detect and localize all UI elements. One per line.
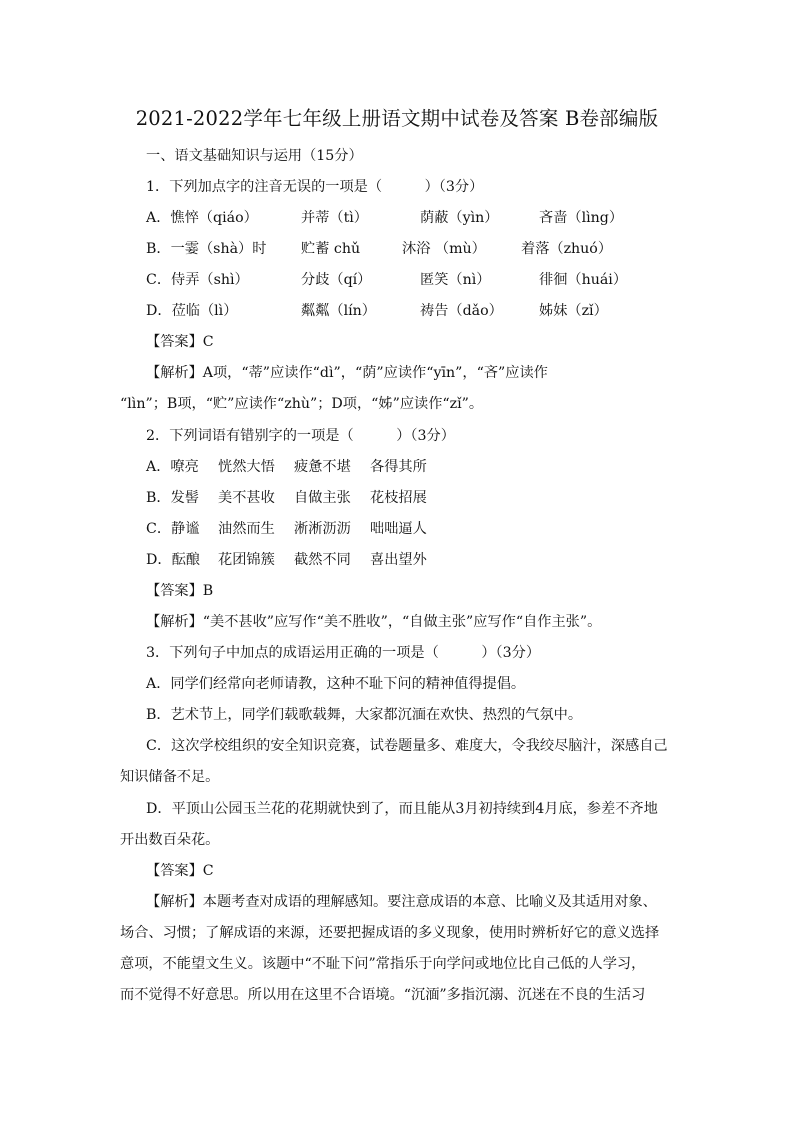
q2-option-b-4: 花枝招展 <box>370 490 427 506</box>
q1-option-a-1: A．憔悴（qiáo） <box>146 210 258 226</box>
q2-option-d-4: 喜出望外 <box>370 552 427 568</box>
q1-answer: 【答案】C <box>146 334 214 350</box>
q2-answer: 【答案】B <box>146 583 214 599</box>
q2-option-d-1: D．酝酿 <box>146 552 200 568</box>
q2-option-b-3: 自做主张 <box>294 490 351 506</box>
q2-option-d-2: 花团锦簇 <box>218 552 275 568</box>
q1-option-d-3: 祷告（dǎo） <box>420 303 503 319</box>
q2-option-c-1: C．静谧 <box>146 521 200 537</box>
q1-option-c-3: 匿笑（nì） <box>420 272 491 288</box>
q2-option-a-2: 恍然大悟 <box>218 459 275 475</box>
q3-option-a: A．同学们经常向老师请教，这种不耻下问的精神值得提倡。 <box>146 676 526 692</box>
q1-analysis-line-2: “lìn”；B项，“贮”应读作“zhù”；D项，“姊”应读作“zǐ”。 <box>120 396 484 412</box>
q3-analysis-line-4: 而不觉得不好意思。所以用在这里不合语境。“沉湎”多指沉溺、沉迷在不良的生活习 <box>120 987 646 1003</box>
q1-option-d-2: 粼粼（lín） <box>301 303 376 319</box>
q1-option-d-1: D．莅临（lì） <box>146 303 238 319</box>
q2-option-a-3: 疲惫不堪 <box>294 459 351 475</box>
q2-option-a-4: 各得其所 <box>370 459 427 475</box>
q1-option-b-3: 沐浴 （mù） <box>402 241 486 257</box>
q3-analysis-line-1: 【解析】本题考查对成语的理解感知。要注意成语的本意、比喻义及其适用对象、 <box>146 894 657 910</box>
q3-option-d-line-2: 开出数百朵花。 <box>120 832 220 848</box>
q1-option-a-4: 吝啬（lìng） <box>539 210 624 226</box>
q1-option-b-4: 着落（zhuó） <box>521 241 613 257</box>
q1-option-c-1: C．侍弄（shì） <box>146 272 249 288</box>
q2-option-c-3: 淅淅沥沥 <box>294 521 351 537</box>
question-1: 1．下列加点字的注音无误的一项是（ ）（3分） <box>146 179 484 195</box>
q3-analysis-line-2: 场合、习惯；了解成语的来源，还要把握成语的多义现象，使用时辨析好它的意义选择 <box>120 925 660 941</box>
q1-option-b-2: 贮蓄 chǔ <box>301 241 361 257</box>
q2-option-b-2: 美不甚收 <box>218 490 275 506</box>
page-title: 2021-2022学年七年级上册语文期中试卷及答案 B卷部编版 <box>135 107 659 130</box>
q1-option-d-4: 姊妹（zǐ） <box>539 303 608 319</box>
q1-analysis-line-1: 【解析】A项，“蒂”应读作“dì”，“荫”应读作“yīn”，“吝”应读作 <box>146 365 548 381</box>
q2-analysis: 【解析】“美不甚收”应写作“美不胜收”，“自做主张”应写作“自作主张”。 <box>146 614 602 630</box>
q3-option-c-line-2: 知识储备不足。 <box>120 769 220 785</box>
q2-option-a-1: A．嘹亮 <box>146 459 199 475</box>
q3-option-c-line-1: C．这次学校组织的安全知识竞赛，试卷题量多、难度大，令我绞尽脑汁，深感自己 <box>146 738 668 754</box>
q1-option-a-2: 并蒂（tì） <box>301 210 368 226</box>
question-3: 3．下列句子中加点的成语运用正确的一项是（ ）（3分） <box>146 645 541 661</box>
q2-option-c-4: 咄咄逼人 <box>370 521 427 537</box>
q1-option-c-4: 徘徊（huái） <box>539 272 628 288</box>
question-2: 2．下列词语有错别字的一项是（ ）（3分） <box>146 428 455 444</box>
q3-option-b: B．艺术节上，同学们载歌载舞，大家都沉湎在欢快、热烈的气氛中。 <box>146 707 583 723</box>
q3-option-d-line-1: D．平顶山公园玉兰花的花期就快到了，而且能从3月初持续到4月底，参差不齐地 <box>146 801 658 817</box>
q1-option-b-1: B．一霎（shà）时 <box>146 241 267 257</box>
q2-option-d-3: 截然不同 <box>294 552 351 568</box>
section-heading: 一、语文基础知识与运用（15分） <box>146 148 363 164</box>
q3-analysis-line-3: 意项，不能望文生义。该题中“不耻下问”常指乐于向学问或地位比自己低的人学习， <box>120 956 646 972</box>
q3-answer: 【答案】C <box>146 863 214 879</box>
q2-option-c-2: 油然而生 <box>218 521 275 537</box>
q1-option-a-3: 荫蔽（yìn） <box>420 210 499 226</box>
q2-option-b-1: B．发髻 <box>146 490 199 506</box>
q1-option-c-2: 分歧（qí） <box>301 272 372 288</box>
